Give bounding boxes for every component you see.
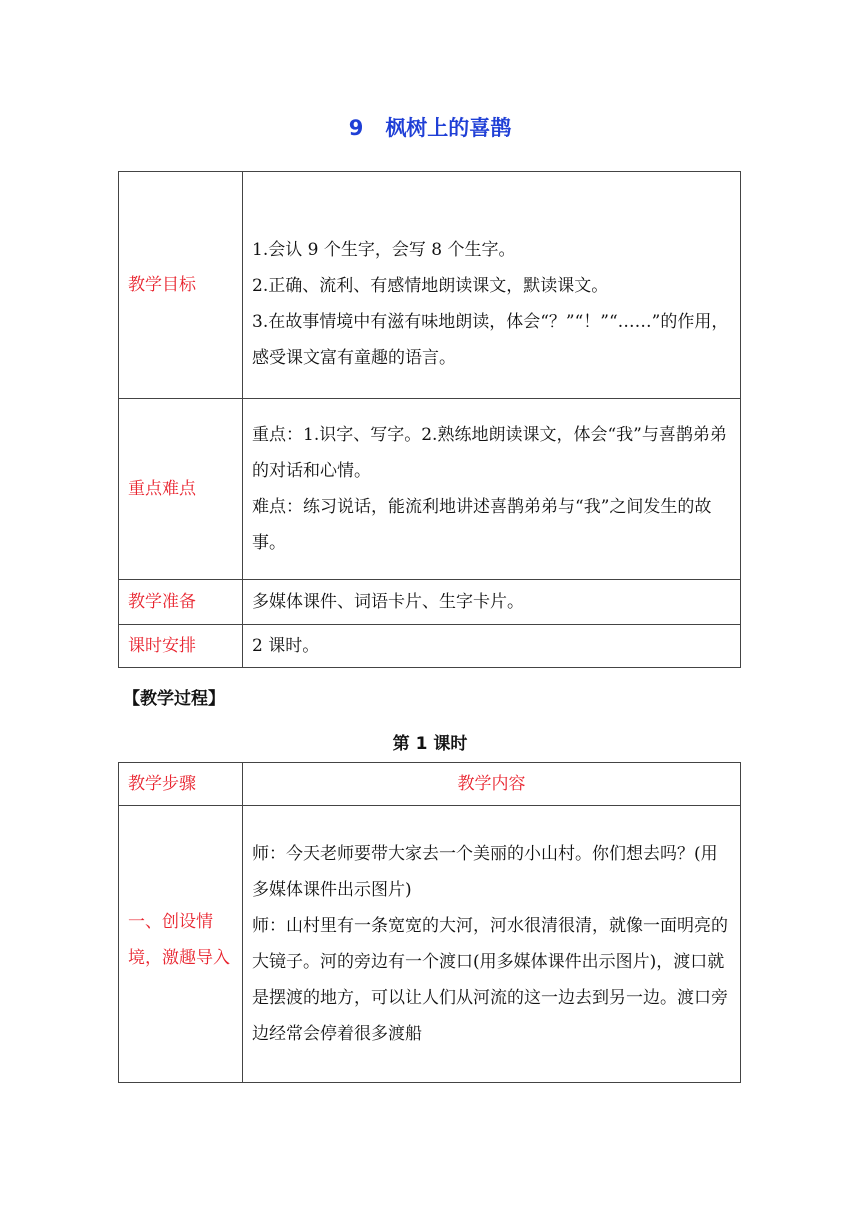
page-title [0,112,860,142]
prep-text: 多媒体课件、词语卡片、生字卡片。 [243,580,741,625]
goals-label: 教学目标 [119,172,243,399]
prep-label: 教学准备 [119,580,243,625]
info-table [118,171,741,668]
lesson-title: 枫树上的喜鹊 [385,116,512,140]
schedule-row [119,625,741,668]
steps-table [118,762,741,1083]
step-row [119,806,741,1083]
lesson-heading: 第 1 课时 [392,734,468,754]
col-content-header: 教学内容 [243,763,741,806]
key-label: 重点难点 [119,399,243,580]
key-cell [243,399,741,580]
key-points-row [119,399,741,580]
schedule-label: 课时安排 [119,625,243,668]
steps-header-row [119,763,741,806]
col-step-header: 教学步骤 [119,763,243,806]
key-points-text: 重点：1.识字、写字。2.熟练地朗读课文，体会“我”与喜鹊弟弟的对话和心情。 [252,425,727,481]
step1-label: 一、创设情境，激趣导入 [119,806,243,1083]
goal-item: 2.正确、流利、有感情地朗读课文，默读课文。 [252,276,609,296]
step1-content [243,806,741,1083]
lesson-number: 9 [348,116,364,140]
difficulties-text: 难点：练习说话，能流利地讲述喜鹊弟弟与“我”之间发生的故事。 [252,497,712,553]
goal-item: 1.会认 9 个生字，会写 8 个生字。 [252,240,516,260]
process-heading: 【教学过程】 [123,689,225,709]
prep-row [119,580,741,625]
goals-row [119,172,741,399]
goals-cell [243,172,741,399]
goal-item: 3.在故事情境中有滋有味地朗读，体会“？”“！”“……”的作用，感受课文富有童趣的语言。 [252,312,729,368]
step1-paragraph: 师：山村里有一条宽宽的大河，河水很清很清，就像一面明亮的大镜子。河的旁边有一个渡口(用多媒体课件出示图片)，渡口就是摆渡的地方，可以让人们从河流的这一边去到另一边。渡口旁边经常会停着很多渡船 [252,916,728,1044]
step1-paragraph: 师：今天老师要带大家去一个美丽的小山村。你们想去吗？(用多媒体课件出示图片) [252,844,718,900]
schedule-text: 2 课时。 [243,625,741,668]
